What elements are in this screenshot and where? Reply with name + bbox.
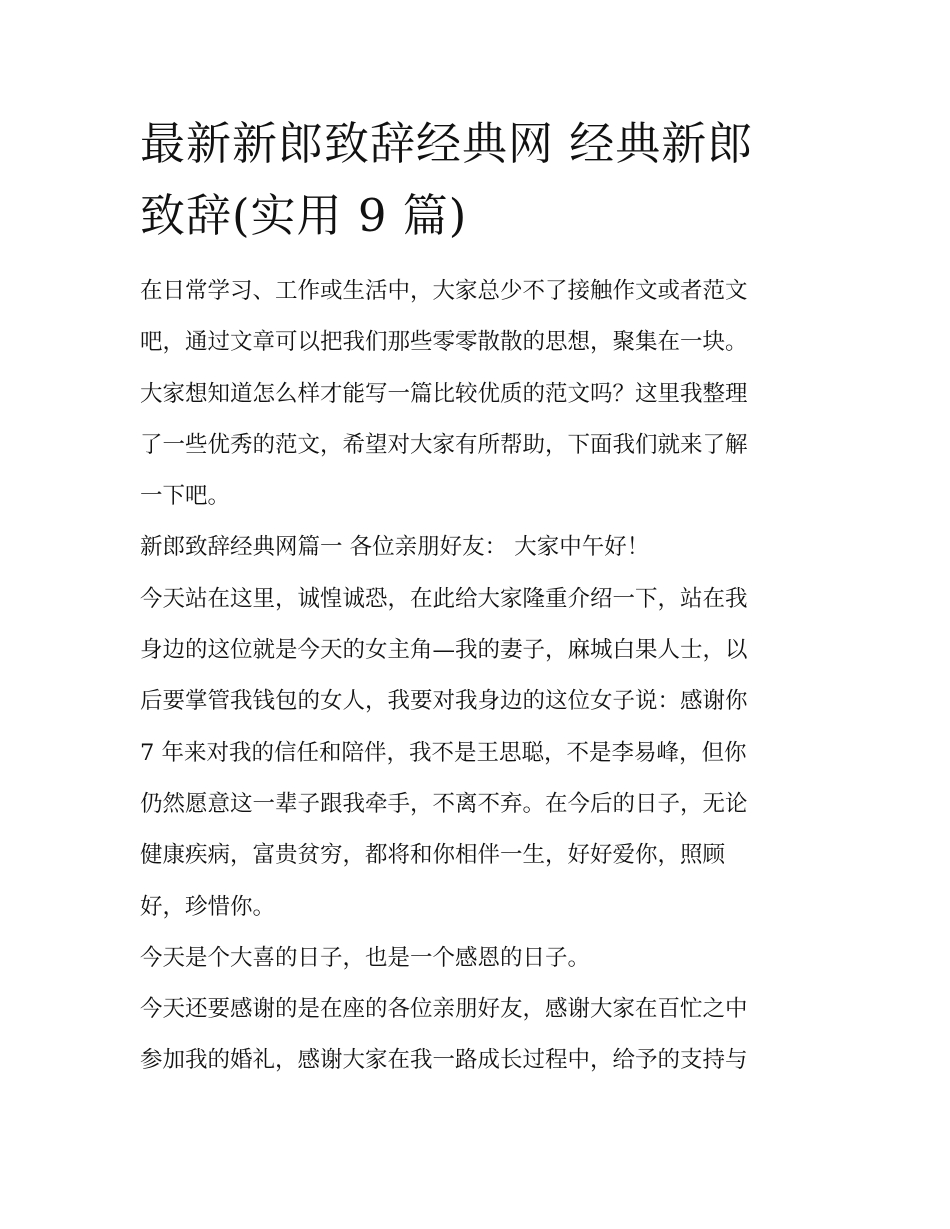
text-line: 好，珍惜你。: [140, 893, 276, 920]
text-line: 今天站在这里，诚惶诚恐，在此给大家隆重介绍一下，站在我: [140, 585, 748, 612]
text-line: 7 年来对我的信任和陪伴，我不是王思聪，不是李易峰，但你: [140, 739, 747, 766]
text-line: 一下吧。: [140, 483, 231, 510]
text-line: 大家想知道怎么样才能写一篇比较优质的范文吗？这里我整理: [140, 380, 748, 407]
paragraph-heading: [140, 522, 820, 573]
text-line: 后要掌管我钱包的女人，我要对我身边的这位女子说：感谢你: [140, 688, 748, 715]
document-title: [140, 108, 820, 252]
text-line: 吧，通过文章可以把我们那些零零散散的思想，聚集在一块。: [140, 329, 748, 356]
text-line: 新郎致辞经典网篇一 各位亲朋好友： 大家中午好！: [140, 534, 650, 561]
document-body: [140, 266, 820, 1087]
paragraph-gratitude-day: [140, 933, 820, 984]
text-line: 身边的这位就是今天的女主角—我的妻子，麻城白果人士，以: [140, 637, 748, 664]
title-line: 致辞(实用 9 篇): [140, 189, 468, 242]
document-page: [140, 108, 820, 1087]
text-line: 了一些优秀的范文，希望对大家有所帮助，下面我们就来了解: [140, 431, 748, 458]
paragraph-thanks: [140, 984, 820, 1087]
text-line: 在日常学习、工作或生活中，大家总少不了接触作文或者范文: [140, 278, 748, 304]
text-line: 今天是个大喜的日子，也是一个感恩的日子。: [140, 944, 591, 971]
paragraph-intro: [140, 266, 820, 522]
text-line: 参加我的婚礼，感谢大家在我一路成长过程中，给予的支持与: [140, 1047, 748, 1074]
text-line: 健康疾病，富贵贫穷，都将和你相伴一生，好好爱你，照顾: [140, 842, 726, 869]
text-line: 今天还要感谢的是在座的各位亲朋好友，感谢大家在百忙之中: [140, 996, 748, 1023]
title-line: 最新新郎致辞经典网 经典新郎: [140, 117, 754, 170]
text-line: 仍然愿意这一辈子跟我牵手，不离不弃。在今后的日子，无论: [140, 790, 748, 817]
paragraph-speech: [140, 574, 820, 933]
